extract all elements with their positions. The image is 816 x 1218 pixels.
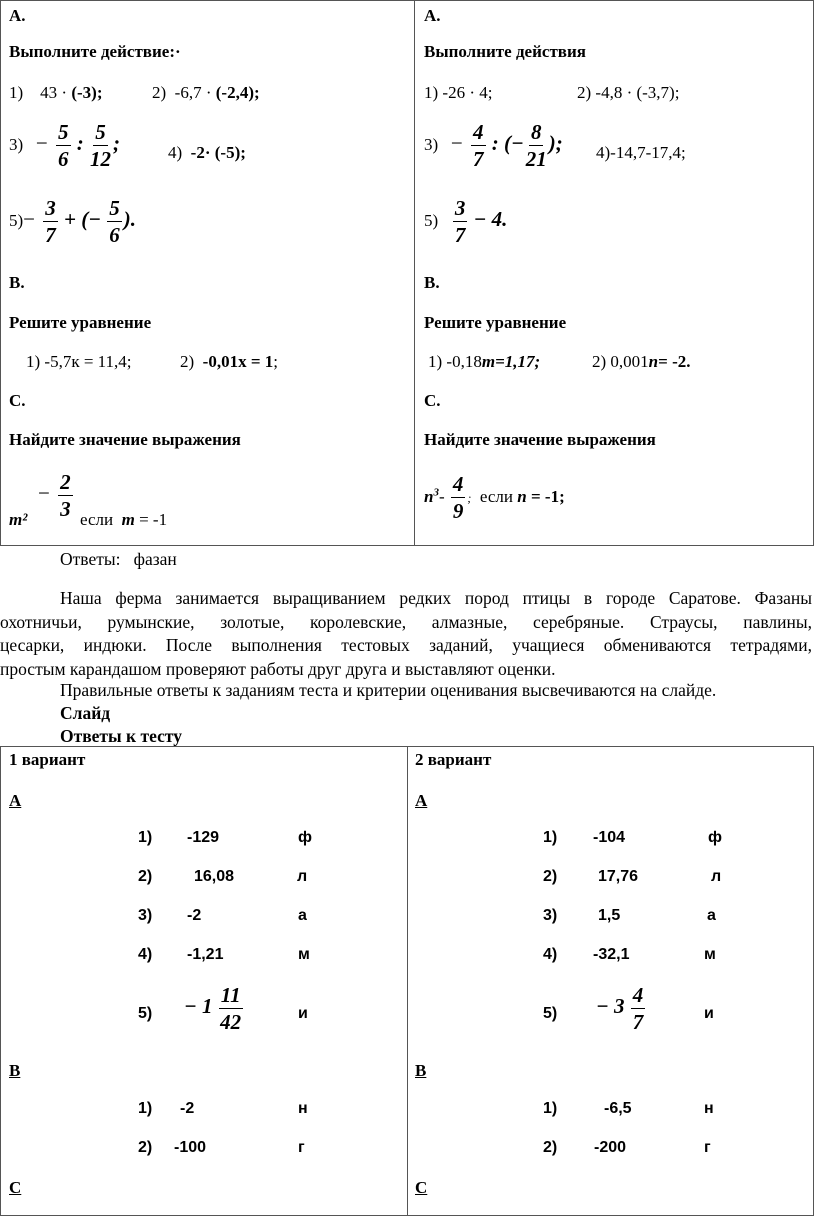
fraction: $\frac{3}{7}$ bbox=[454, 196, 466, 247]
fraction: $\frac{8}{21}$ bbox=[525, 120, 547, 171]
section-c-heading: С bbox=[9, 1178, 22, 1197]
section-c-title: Найдите значение выражения bbox=[9, 430, 241, 449]
section-b-title: Решите уравнение bbox=[424, 313, 567, 332]
section-c-label: С. bbox=[9, 391, 26, 410]
task-a2: 2) -4,8 · (-3,7); bbox=[577, 83, 680, 102]
fraction: $\frac{3}{7}$ bbox=[45, 196, 56, 247]
column-divider bbox=[414, 1, 415, 545]
section-b-heading: В bbox=[415, 1061, 427, 1080]
task-a3: 3) − $\frac{4}{7}$ : (− $\frac{8}{21}$ ); bbox=[424, 120, 563, 171]
fraction: $\frac{5}{6}$ bbox=[58, 120, 69, 171]
section-b-title: Решите уравнение bbox=[9, 313, 152, 332]
fraction: $\frac{2}{3}$ bbox=[60, 470, 71, 521]
task-a3: 3) − $\frac{5}{6}$ : $\frac{5}{12}$ ; bbox=[9, 120, 121, 171]
expression-base: m² bbox=[9, 510, 28, 529]
section-a-label: А. bbox=[424, 6, 441, 25]
expression-condition: если m = -1 bbox=[80, 510, 168, 529]
expression-exponent: − $\frac{2}{3}$ bbox=[38, 470, 71, 521]
task-a5: 5)− $\frac{3}{7}$ + (− $\frac{5}{6}$ ). bbox=[9, 196, 136, 247]
column-divider bbox=[407, 747, 408, 1215]
slide-label: Слайд bbox=[60, 703, 111, 723]
variant-title: 2 вариант bbox=[415, 750, 492, 769]
task-a5: 5) $\frac{3}{7}$ − 4. bbox=[424, 196, 508, 247]
section-c-heading: С bbox=[415, 1178, 428, 1197]
test-table bbox=[0, 0, 814, 546]
task-b1: 1) -0,18m=1,17; bbox=[428, 352, 541, 371]
answers-title: Ответы к тесту bbox=[60, 726, 182, 746]
fraction: $\frac{5}{12}$ bbox=[90, 120, 112, 171]
task-b1: 1) -5,7к = 11,4; bbox=[26, 352, 132, 371]
fraction: $\frac{4}{7}$ bbox=[473, 120, 484, 171]
section-b-heading: В bbox=[9, 1061, 21, 1080]
section-c-title: Найдите значение выражения bbox=[424, 430, 656, 449]
criteria-paragraph: Правильные ответы к заданиям теста и критерии оценивания высвечиваются на слайде. bbox=[60, 680, 717, 700]
expression: $n^3-$ $\frac{4}{9}$ ; если n = -1; bbox=[424, 472, 565, 523]
task-a2: 2) -6,7 · (-2,4); bbox=[152, 83, 260, 102]
task-a1: 1) -26 · 4; bbox=[424, 83, 493, 102]
section-b-label: В. bbox=[424, 273, 440, 292]
section-a-title: Выполните действие:· bbox=[9, 42, 181, 61]
task-b2: 2) 0,001n= -2. bbox=[592, 352, 691, 371]
section-a-heading: А bbox=[9, 791, 22, 810]
section-b-label: В. bbox=[9, 273, 25, 292]
task-a1: 1) 43 · (-3); bbox=[9, 83, 103, 102]
section-a-title: Выполните действия bbox=[424, 42, 586, 61]
mixed-fraction: − 1 $\frac{11}{42}$ bbox=[184, 983, 242, 1034]
farm-paragraph: Наша ферма занимается выращиванием редких пород птицы в городе Саратове. Фазаны охотничьи, румынские, золотые, королевские, алмазные, серебряные. Страусы, павлины, цесарки, индюки. После выполнения тестовых заданий, учащиеся обмениваются тетрадями, простым карандашом проверяют работы друг друга и выставляют оценки. bbox=[0, 588, 812, 679]
section-a-label: А. bbox=[9, 6, 26, 25]
section-a-heading: А bbox=[415, 791, 428, 810]
fraction: $\frac{4}{9}$ bbox=[452, 472, 464, 523]
section-c-label: С. bbox=[424, 391, 441, 410]
fraction: $\frac{5}{6}$ bbox=[109, 196, 120, 247]
task-a4: 4)-14,7-17,4; bbox=[596, 143, 686, 162]
variant-title: 1 вариант bbox=[9, 750, 86, 769]
task-b2: 2) -0,01х = 1; bbox=[180, 352, 279, 371]
answer-table bbox=[0, 746, 814, 1216]
answers-word-line: Ответы: фазан bbox=[60, 549, 177, 569]
mixed-fraction: − 3 $\frac{4}{7}$ bbox=[596, 983, 644, 1034]
task-a4: 4) -2· (-5); bbox=[168, 143, 246, 162]
